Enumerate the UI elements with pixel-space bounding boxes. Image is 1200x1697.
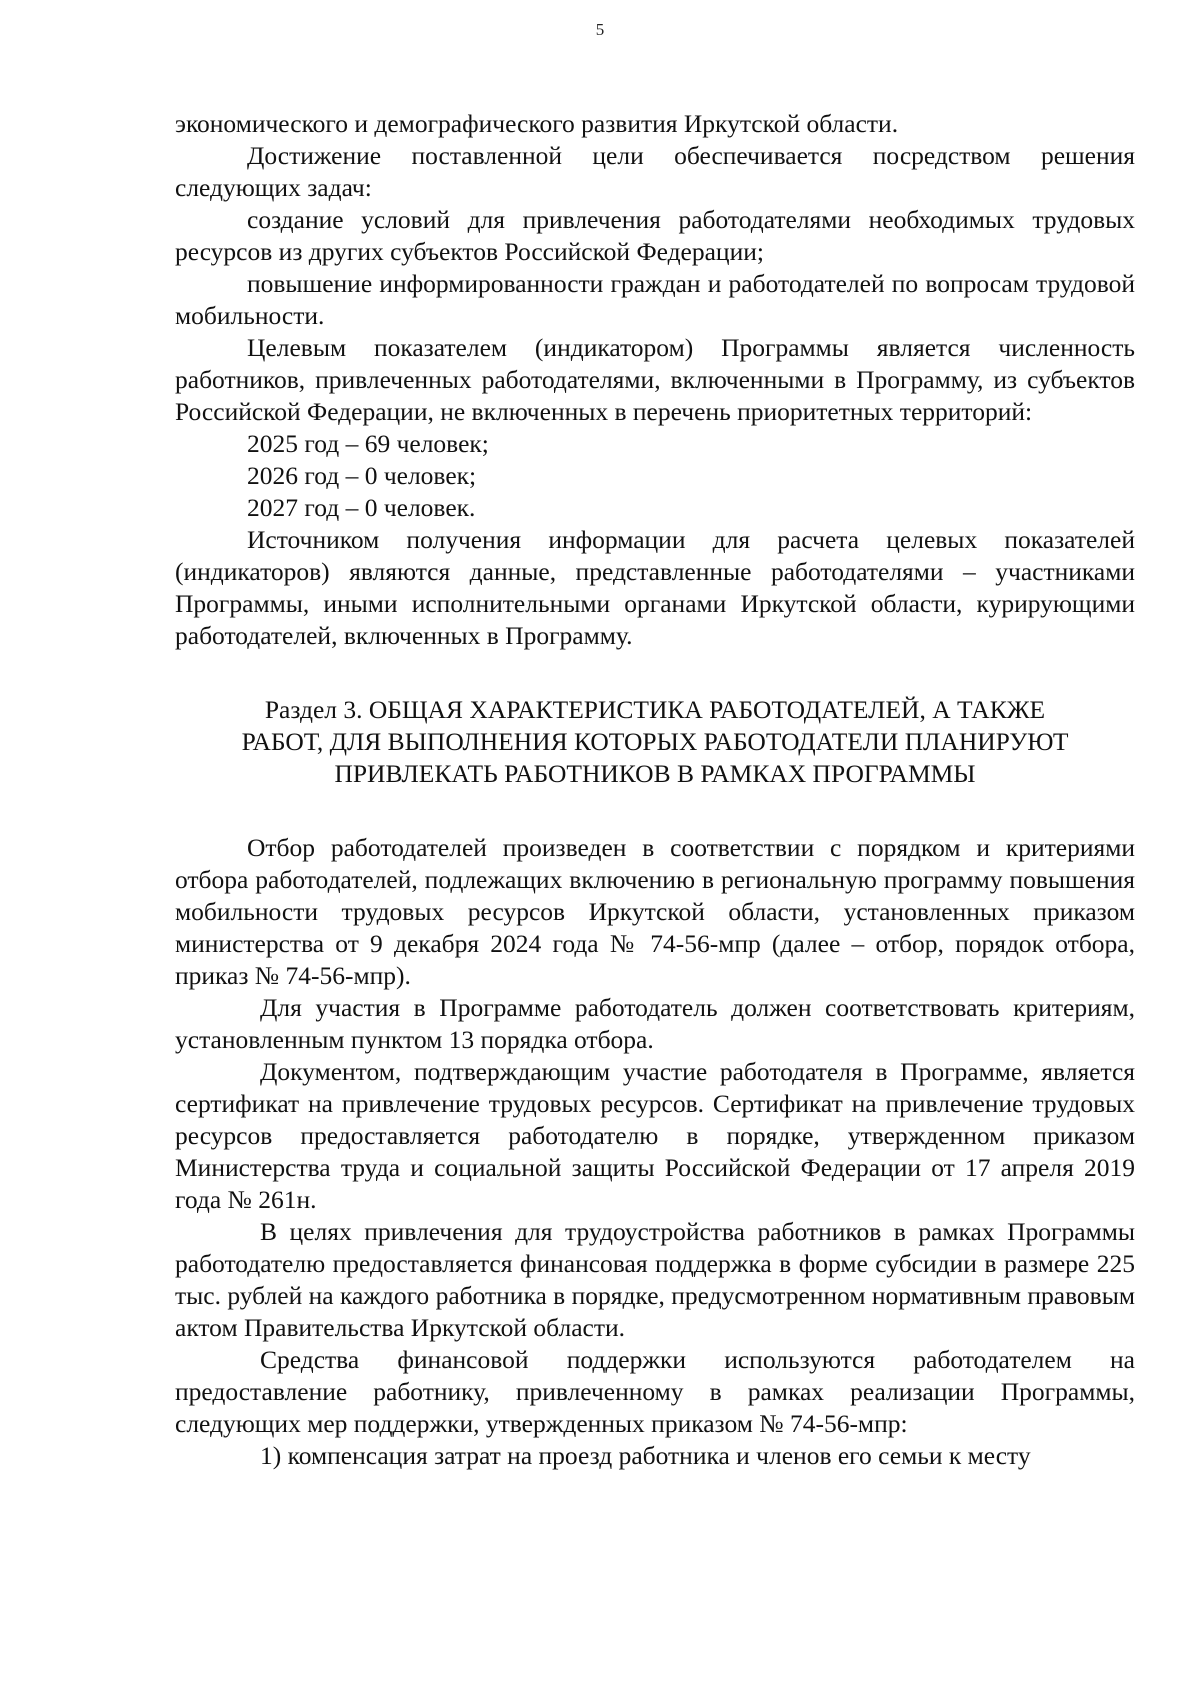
paragraph: повышение информированности граждан и работодателей по вопросам трудовой мобильности. [175,269,1135,330]
section-heading [175,694,1135,790]
paragraph: В целях привлечения для трудоустройства работников в рамках Программы работодателю предоставляется финансовая поддержка в форме субсидии в размере 225 тыс. рублей на каждого работника в порядке, предусмотренном нормативным правовым актом Правительства Иркутской области. [175,1217,1135,1342]
paragraph: создание условий для привлечения работодателями необходимых трудовых ресурсов из других субъектов Российской Федерации; [175,205,1135,266]
paragraph: Целевым показателем (индикатором) Программы является численность работников, привлеченных работодателями, включенными в Программу, из субъектов Российской Федерации, не включенных в перечень приоритетных территорий: [175,333,1135,426]
paragraph: экономического и демографического развития Иркутской области. [175,109,899,138]
section-heading-line: Раздел 3. ОБЩАЯ ХАРАКТЕРИСТИКА РАБОТОДАТЕЛЕЙ, А ТАКЖЕ [264,695,1046,724]
paragraph: Документом, подтверждающим участие работодателя в Программе, является сертификат на привлечение трудовых ресурсов. Сертификат на привлечение трудовых ресурсов предоставляется работодателю в порядке, утвержденном приказом Министерства труда и социальной защиты Российской Федерации от 17 апреля 2019 года № 261н. [175,1057,1135,1214]
list-item: 2027 год – 0 человек. [247,493,476,522]
paragraph: Для участия в Программе работодатель должен соответствовать критериям, установленным пунктом 13 порядка отбора. [175,993,1135,1054]
document-body [175,108,1135,1472]
paragraph: Отбор работодателей произведен в соответствии с порядком и критериями отбора работодателей, подлежащих включению в региональную программу повышения мобильности трудовых ресурсов Иркутской области, установленных приказом министерства от 9 декабря 2024 года № 74-56-мпр (далее – отбор, порядок отбора, приказ № 74-56-мпр). [175,833,1135,990]
paragraph: Достижение поставленной цели обеспечивается посредством решения следующих задач: [175,141,1135,202]
paragraph: 1) компенсация затрат на проезд работника и членов его семьи к месту [260,1441,1031,1470]
paragraph: Источником получения информации для расчета целевых показателей (индикаторов) являются данные, представленные работодателями – участниками Программы, иными исполнительными органами Иркутской области, курирующими работодателей, включенных в Программу. [175,525,1135,650]
list-item: 2025 год – 69 человек; [247,429,489,458]
page-number: 5 [595,20,605,39]
section-heading-line: РАБОТ, ДЛЯ ВЫПОЛНЕНИЯ КОТОРЫХ РАБОТОДАТЕЛИ ПЛАНИРУЮТ [241,727,1069,756]
list-item: 2026 год – 0 человек; [247,461,477,490]
section-heading-line: ПРИВЛЕКАТЬ РАБОТНИКОВ В РАМКАХ ПРОГРАММЫ [334,759,976,788]
paragraph: Средства финансовой поддержки используются работодателем на предоставление работнику, привлеченному в рамках реализации Программы, следующих мер поддержки, утвержденных приказом № 74-56-мпр: [175,1345,1135,1438]
